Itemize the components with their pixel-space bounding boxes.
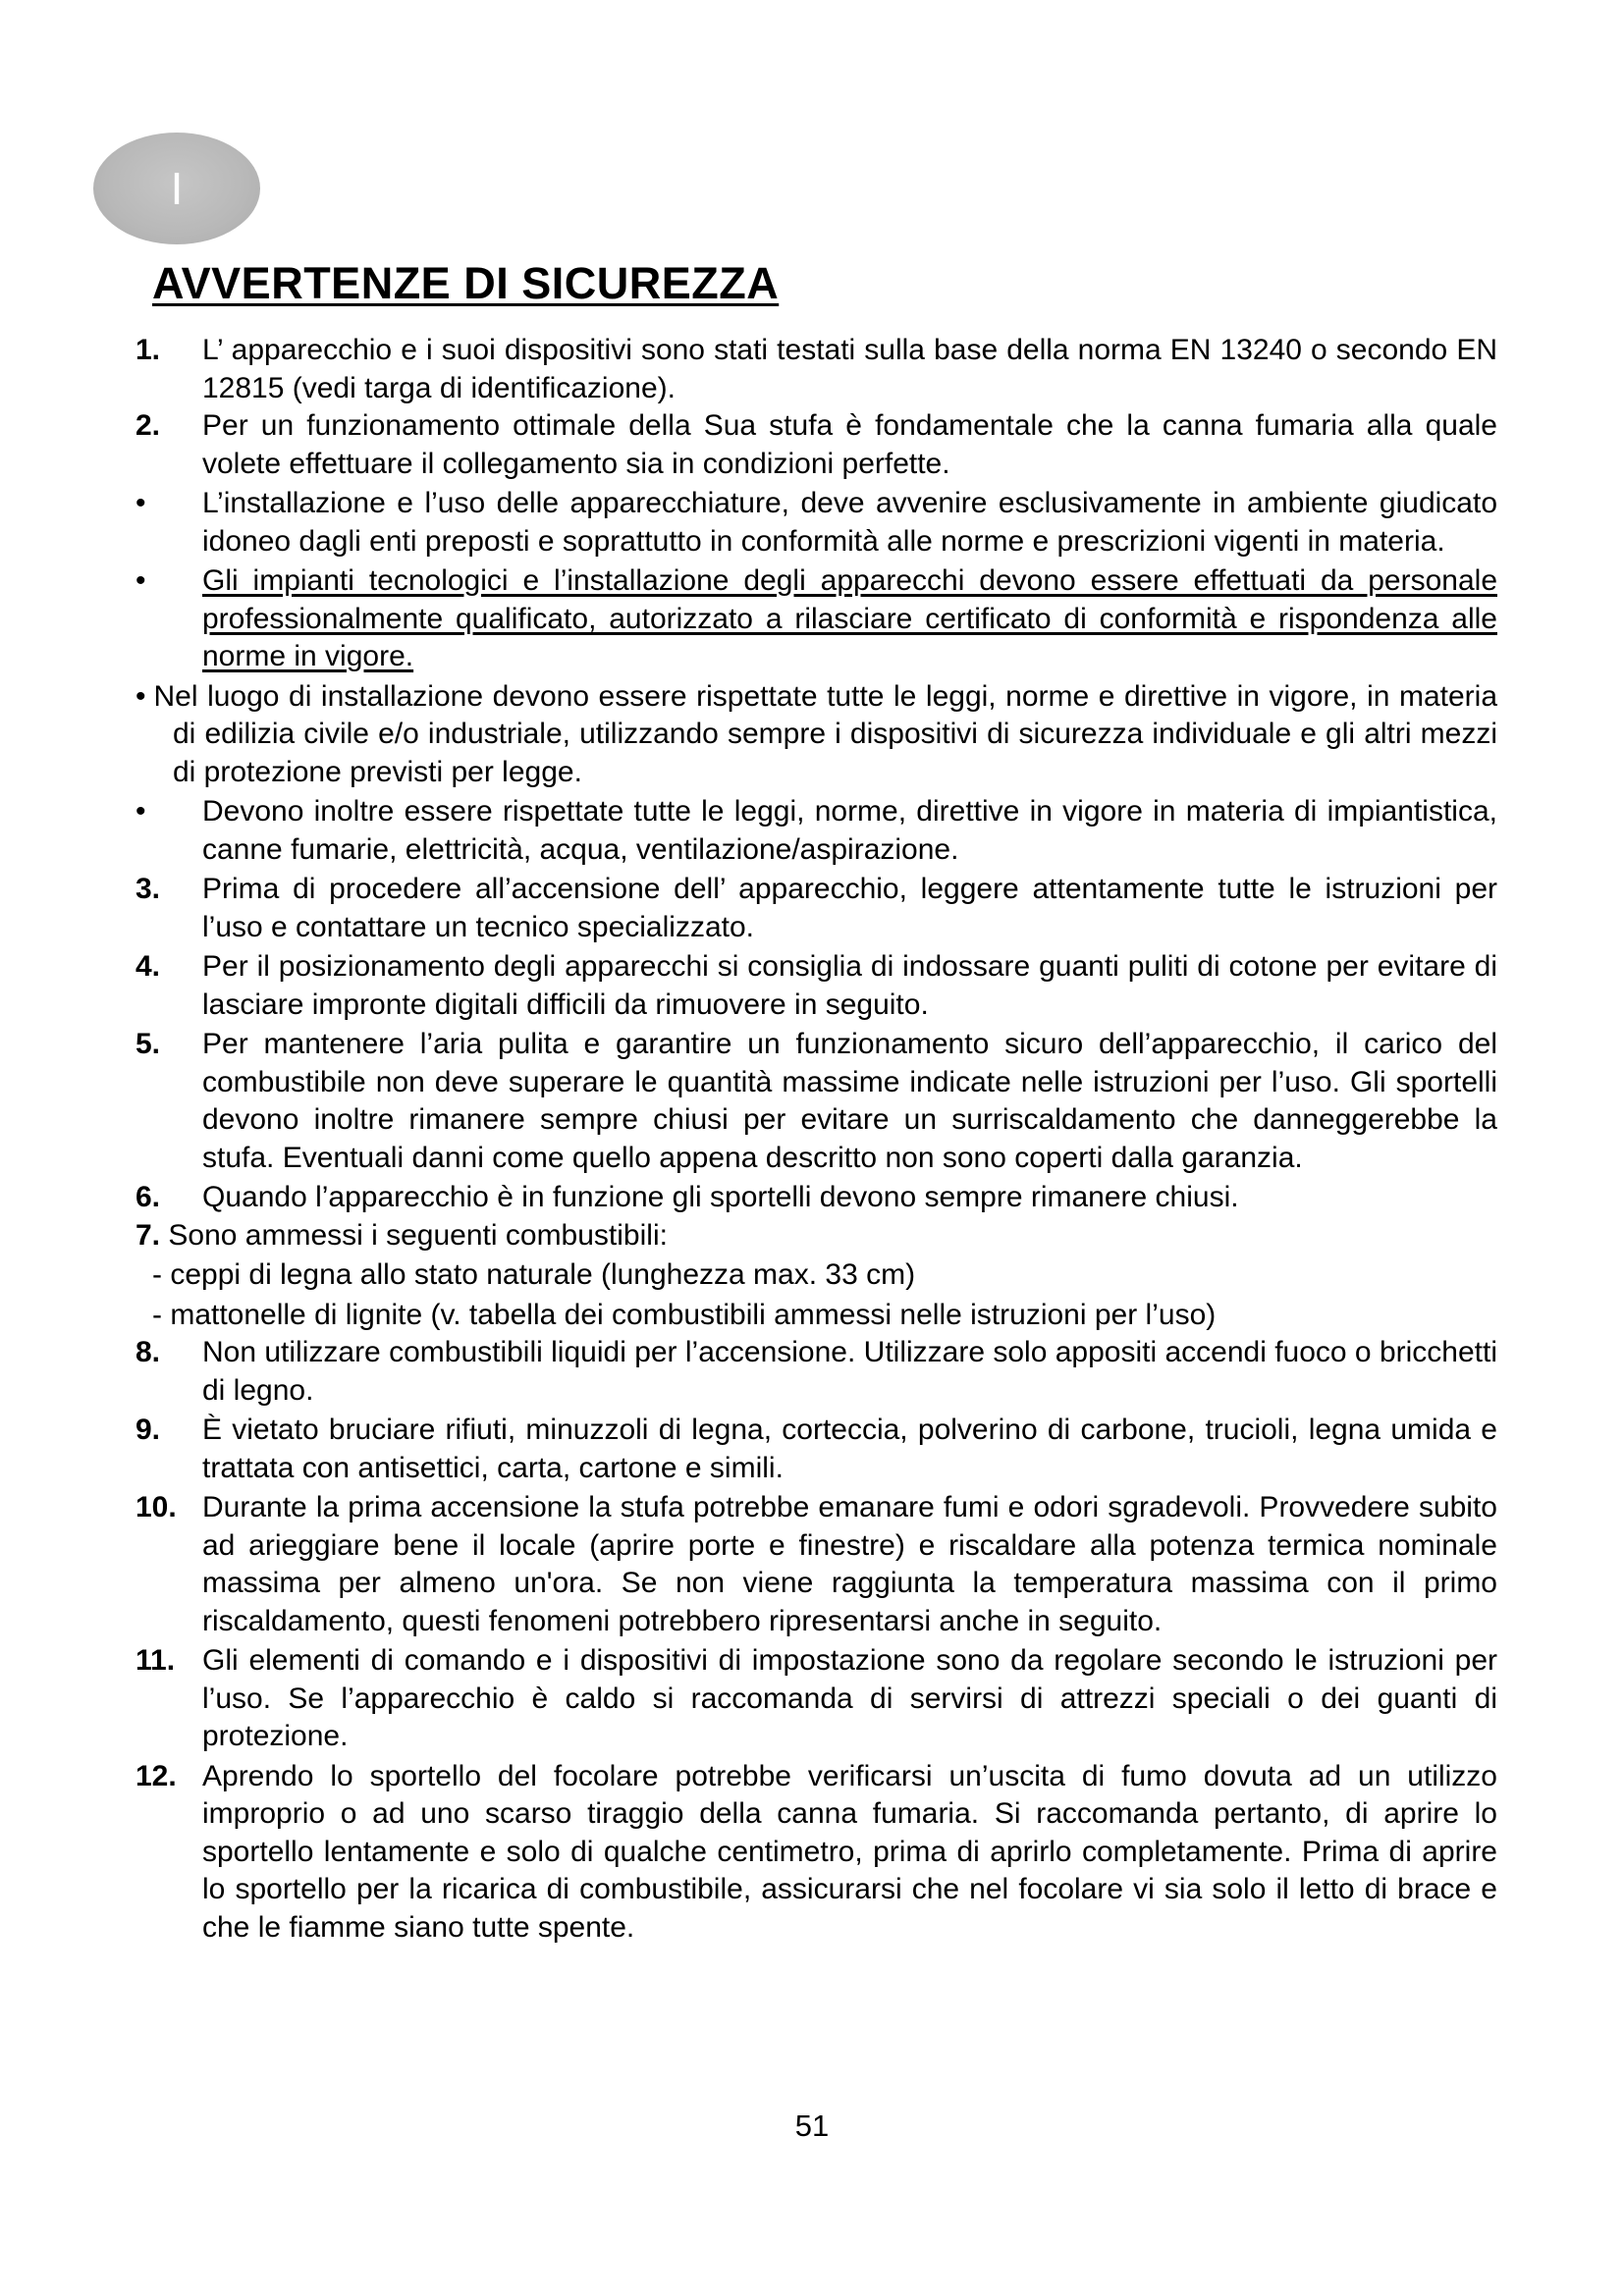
item-text: Sono ammessi i seguenti combustibili:: [168, 1218, 668, 1252]
list-item: [128, 562, 1497, 676]
item-text: Per mantenere l’aria pulita e garantire un funzionamento sicuro dell’apparecchio, il carico del combustibile non deve superare le quantità massime indicate nelle istruzioni per l’uso. Gli sportelli devono inoltre rimanere sempre chiusi per evitare un surriscaldamento che danneggerebbe la stufa. Eventuali danni come quello appena descritto non sono coperti dalla garanzia.: [202, 1028, 1497, 1174]
item-text: Non utilizzare combustibili liquidi per l’accensione. Utilizzare solo appositi accendi fuoco o bricchetti di legno.: [202, 1336, 1497, 1407]
list-item: [128, 485, 1497, 561]
list-item: [128, 1026, 1497, 1177]
list-item: [128, 793, 1497, 869]
item-text: Quando l’apparecchio è in funzione gli sportelli devono sempre rimanere chiusi.: [202, 1181, 1239, 1213]
item-text: È vietato bruciare rifiuti, minuzzoli di legna, corteccia, polverino di carbone, trucioli, legna umida e trattata con antisettici, carta, cartone e simili.: [202, 1414, 1497, 1484]
list-item: [128, 871, 1497, 946]
bullet-icon: •: [135, 487, 146, 519]
item-text: Gli elementi di comando e i dispositivi di impostazione sono da regolare secondo le istruzioni per l’uso. Se l’apparecchio è caldo si raccomanda di servirsi di attrezzi speciali o dei guanti di protezione.: [202, 1644, 1497, 1752]
item-number: 8.: [135, 1336, 161, 1368]
item-number: 12.: [135, 1759, 177, 1792]
item-number: 10.: [135, 1491, 177, 1523]
bullet-icon: •: [135, 795, 146, 828]
bullet-icon: •: [135, 679, 146, 713]
item-text: Nel luogo di installazione devono essere rispettate tutte le leggi, norme e direttive in vigore, in materia di edilizia civile e/o industriale, utilizzando sempre i dispositivi di sicurezza individuale e gli altri mezzi di protezione previsti per legge.: [153, 679, 1497, 788]
item-number: 9.: [135, 1414, 161, 1446]
list-item: [128, 1334, 1497, 1410]
list-item: [128, 1179, 1497, 1217]
list-item: [128, 1642, 1497, 1756]
item-text: Devono inoltre essere rispettate tutte le leggi, norme, direttive in vigore in materia di impiantistica, canne fumarie, elettricità, acqua, ventilazione/aspirazione.: [202, 795, 1497, 866]
item-number: 3.: [135, 873, 161, 905]
item-number: 7.: [135, 1218, 161, 1252]
list-item: [128, 1489, 1497, 1640]
item-text: Durante la prima accensione la stufa potrebbe emanare fumi e odori sgradevoli. Provvedere subito ad arieggiare bene il locale (aprire porte e finestre) e riscaldare alla potenza termica nominale massima per almeno un'ora. Se non viene raggiunta la temperatura massima con il primo riscaldamento, questi fenomeni potrebbero ripresentarsi anche in seguito.: [202, 1491, 1497, 1637]
list-item: [128, 678, 1497, 792]
fuel-list-item: - ceppi di legna allo stato naturale (lunghezza max. 33 cm): [152, 1258, 916, 1291]
page-title: AVVERTENZE DI SICUREZZA: [152, 258, 780, 308]
page-number: 51: [794, 2109, 830, 2143]
safety-warnings-list: [128, 332, 1497, 1947]
item-number: 2.: [135, 409, 161, 442]
item-text: Prima di procedere all’accensione dell’ apparecchio, leggere attentamente tutte le istruzioni per l’uso e contattare un tecnico specializzato.: [202, 873, 1497, 943]
section-badge: I: [93, 133, 260, 244]
list-item: [128, 407, 1497, 483]
item-text: Per il posizionamento degli apparecchi si consiglia di indossare guanti puliti di cotone per evitare di lasciare impronte digitali difficili da rimuovere in seguito.: [202, 950, 1497, 1021]
item-number: 4.: [135, 950, 161, 983]
item-number: 6.: [135, 1181, 161, 1213]
item-text: L’ apparecchio e i suoi dispositivi sono stati testati sulla base della norma EN 13240 o secondo EN 12815 (vedi targa di identificazione).: [202, 334, 1497, 404]
fuel-list-item: - mattonelle di lignite (v. tabella dei combustibili ammessi nelle istruzioni per l’uso): [152, 1298, 1217, 1331]
list-item: [128, 948, 1497, 1024]
item-number: 11.: [135, 1644, 176, 1677]
item-number: 1.: [135, 334, 161, 366]
item-text: Per un funzionamento ottimale della Sua stufa è fondamentale che la canna fumaria alla quale volete effettuare il collegamento sia in condizioni perfette.: [202, 409, 1497, 480]
item-number: 5.: [135, 1028, 161, 1060]
item-text-underlined: Gli impianti tecnologici e l’installazione degli apparecchi devono essere effettuati da personale professionalmente qualificato, autorizzato a rilasciare certificato di conformità e rispondenza alle norme in vigore.: [202, 564, 1497, 672]
list-item: [128, 1217, 1497, 1255]
item-text: Aprendo lo sportello del focolare potrebbe verificarsi un’uscita di fumo dovuta ad un utilizzo improprio o ad uno scarso tiraggio della canna fumaria. Si raccomanda pertanto, di aprire lo sportello lentamente e solo di qualche centimetro, prima di aprirlo completamente. Prima di aprire lo sportello per la ricarica di combustibile, assicurarsi che nel focolare vi sia solo il letto di brace e che le fiamme siano tutte spente.: [202, 1759, 1497, 1944]
item-text: L’installazione e l’uso delle apparecchiature, deve avvenire esclusivamente in ambiente giudicato idoneo dagli enti preposti e soprattutto in conformità alle norme e prescrizioni vigenti in materia.: [202, 487, 1497, 558]
bullet-icon: •: [135, 564, 146, 597]
list-item: [128, 1758, 1497, 1948]
list-item: [128, 1412, 1497, 1487]
list-item: [128, 332, 1497, 407]
